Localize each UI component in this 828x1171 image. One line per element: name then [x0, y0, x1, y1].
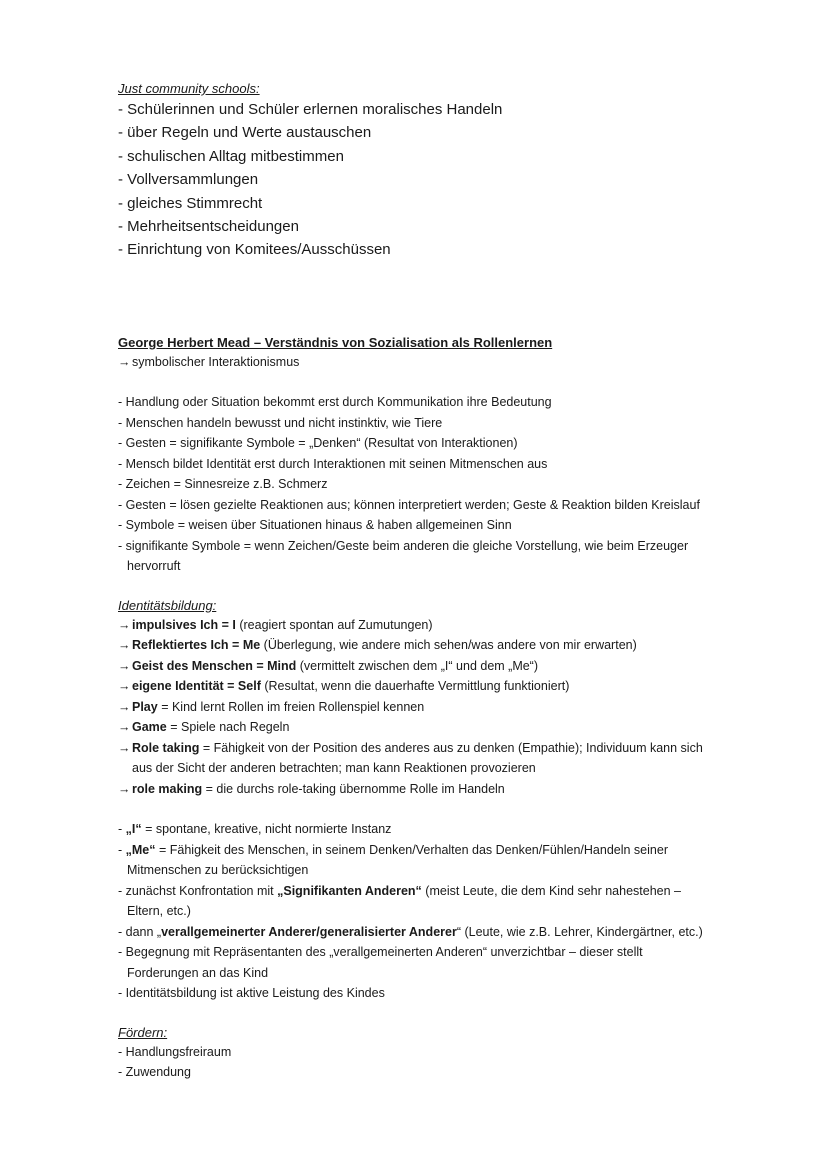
document-page [118, 80, 758, 1083]
arrow-right-icon: → [118, 658, 131, 673]
identity-section [118, 597, 758, 800]
list-item: - „I“ = spontane, kreative, nicht normierte Instanz [118, 822, 392, 837]
bullet-list [118, 1042, 758, 1083]
list-item: - Einrichtung von Komitees/Ausschüssen [118, 241, 391, 259]
list-item: - Gesten = lösen gezielte Reaktionen aus; können interpretiert werden; Geste & Reaktion bilden Kreislauf [118, 497, 700, 512]
arrow-right-icon: → [118, 720, 131, 735]
list-item: - Begegnung mit Repräsentanten des „verallgemeinerten Anderen“ unverzichtbar – dieser stellt Forderungen an das Kind [118, 945, 643, 980]
section-heading: George Herbert Mead – Verständnis von Sozialisation als Rollenlernen [118, 334, 553, 350]
list-item: → Game = Spiele nach Regeln [118, 717, 758, 738]
list-item: - Schülerinnen und Schüler erlernen moralisches Handeln [118, 101, 503, 118]
list-item: - Identitätsbildung ist aktive Leistung des Kindes [118, 986, 385, 1001]
arrow-right-icon: → [118, 740, 131, 755]
list-item: - Mensch bildet Identität erst durch Interaktionen mit seinen Mitmenschen aus [118, 456, 548, 471]
list-item: - Vollversammlungen [118, 171, 259, 189]
arrow-list [118, 615, 758, 800]
arrow-right-icon: → [118, 354, 131, 369]
list-item: → symbolischer Interaktionismus [118, 352, 758, 373]
list-item: - Gesten = signifikante Symbole = „Denken“ (Resultat von Interaktionen) [118, 436, 518, 451]
arrow-list [118, 352, 758, 373]
section-heading: Just community schools: [118, 81, 260, 96]
just-community-section [118, 80, 758, 262]
list-item: - Handlungsfreiraum [118, 1044, 232, 1059]
list-item: - dann „verallgemeinerter Anderer/generalisierter Anderer“ (Leute, wie z.B. Lehrer, Kindergärtner, etc.) [118, 924, 703, 939]
arrow-right-icon: → [118, 617, 131, 632]
list-item: → impulsives Ich = I (reagiert spontan auf Zumutungen) [118, 615, 758, 636]
foerdern-section [118, 1024, 758, 1083]
arrow-right-icon: → [118, 781, 131, 796]
list-item: - Menschen handeln bewusst und nicht instinktiv, wie Tiere [118, 415, 443, 430]
list-item: → eigene Identität = Self (Resultat, wenn die dauerhafte Vermittlung funktioniert) [118, 676, 758, 697]
mead-terms-section [118, 819, 758, 1004]
mead-section [118, 334, 758, 577]
list-item: → Role taking = Fähigkeit von der Position des anderes aus zu denken (Empathie); Individuum kann sich aus der Sicht der anderen betrachten; man kann Reaktionen provozieren [118, 738, 758, 779]
arrow-right-icon: → [118, 699, 131, 714]
list-item: - Mehrheitsentscheidungen [118, 218, 299, 236]
list-item: - Zuwendung [118, 1065, 191, 1080]
bullet-list [118, 392, 758, 577]
list-item: → Play = Kind lernt Rollen im freien Rollenspiel kennen [118, 697, 758, 718]
list-item: → Geist des Menschen = Mind (vermittelt zwischen dem „I“ und dem „Me“) [118, 656, 758, 677]
list-item: - schulischen Alltag mitbestimmen [118, 147, 344, 165]
section-heading: Fördern: [118, 1024, 168, 1040]
list-item: - Zeichen = Sinnesreize z.B. Schmerz [118, 477, 328, 492]
bullet-list [118, 98, 758, 262]
arrow-right-icon: → [118, 679, 131, 694]
arrow-right-icon: → [118, 638, 131, 653]
list-item: - über Regeln und Werte austauschen [118, 124, 372, 142]
list-item: - „Me“ = Fähigkeit des Menschen, in seinem Denken/Verhalten das Denken/Fühlen/Handeln seiner Mitmenschen zu berücksichtigen [118, 842, 668, 878]
list-item: → role making = die durchs role-taking übernomme Rolle im Handeln [118, 779, 758, 800]
list-item: - signifikante Symbole = wenn Zeichen/Geste beim anderen die gleiche Vorstellung, wie beim Erzeuger hervorruft [118, 538, 689, 574]
bullet-list [118, 819, 758, 1004]
section-heading: Identitätsbildung: [118, 597, 217, 613]
list-item: - gleiches Stimmrecht [118, 194, 263, 212]
list-item: - Symbole = weisen über Situationen hinaus & haben allgemeinen Sinn [118, 518, 512, 533]
list-item: - Handlung oder Situation bekommt erst durch Kommunikation ihre Bedeutung [118, 395, 552, 410]
list-item: - zunächst Konfrontation mit „Signifikanten Anderen“ (meist Leute, die dem Kind sehr nahestehen – Eltern, etc.) [118, 883, 681, 919]
list-item: → Reflektiertes Ich = Me (Überlegung, wie andere mich sehen/was andere von mir erwarten) [118, 635, 758, 656]
